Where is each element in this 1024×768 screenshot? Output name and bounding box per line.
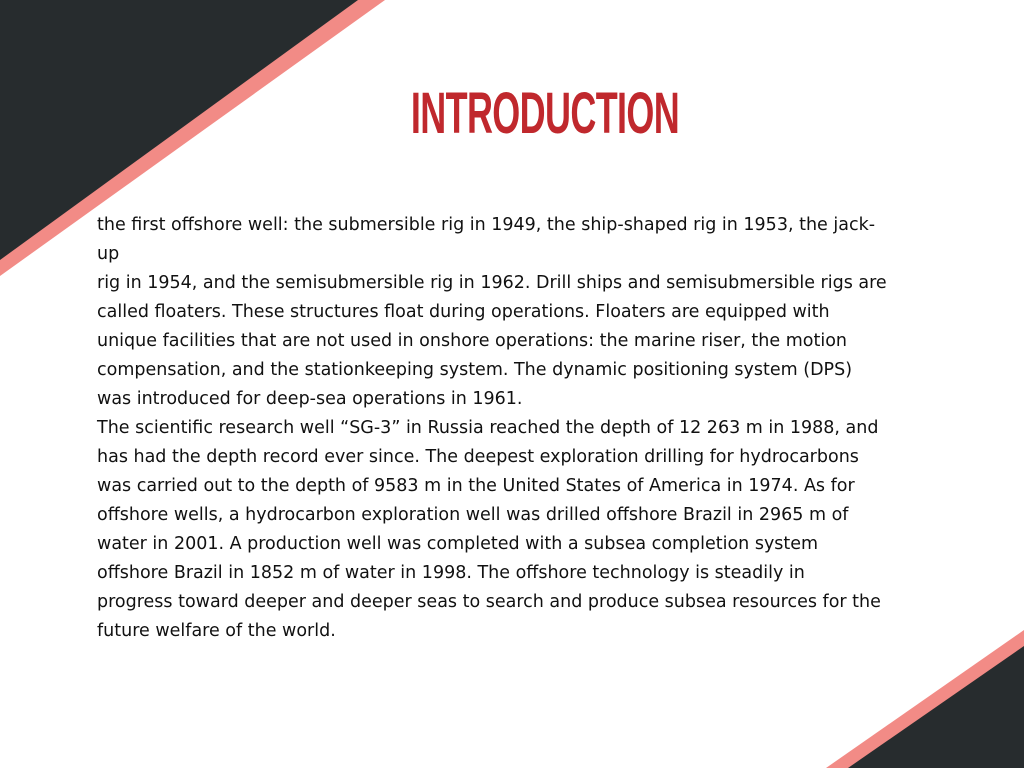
slide-title: INTRODUCTION [410,81,680,146]
body-line: has had the depth record ever since. The deepest exploration drilling for hydrocarbons [97,447,859,467]
body-line: water in 2001. A production well was completed with a subsea completion system [97,534,819,554]
body-line: compensation, and the stationkeeping system. The dynamic positioning system (DPS) [97,360,853,380]
body-line: unique facilities that are not used in onshore operations: the marine riser, the motion [97,331,847,351]
body-line: progress toward deeper and deeper seas to search and produce subsea resources for the [97,592,881,612]
body-line: was carried out to the depth of 9583 m in the United States of America in 1974. As for [97,476,855,496]
body-line: was introduced for deep-sea operations in 1961. [97,389,523,409]
body-line: offshore Brazil in 1852 m of water in 1998. The offshore technology is steadily in [97,563,805,583]
body-line: The scientific research well “SG-3” in Russia reached the depth of 12 263 m in 1988, and [97,418,879,438]
body-line: the first offshore well: the submersible rig in 1949, the ship-shaped rig in 1953, the jack- [97,215,876,235]
body-line: called floaters. These structures float during operations. Floaters are equipped with [97,302,830,322]
body-line: offshore wells, a hydrocarbon exploration well was drilled offshore Brazil in 2965 m of [97,505,849,525]
body-line: rig in 1954, and the semisubmersible rig in 1962. Drill ships and semisubmersible rigs are [97,273,887,293]
body-line: future welfare of the world. [97,621,336,641]
body-line: up [97,244,120,264]
body-paragraph [97,211,977,646]
